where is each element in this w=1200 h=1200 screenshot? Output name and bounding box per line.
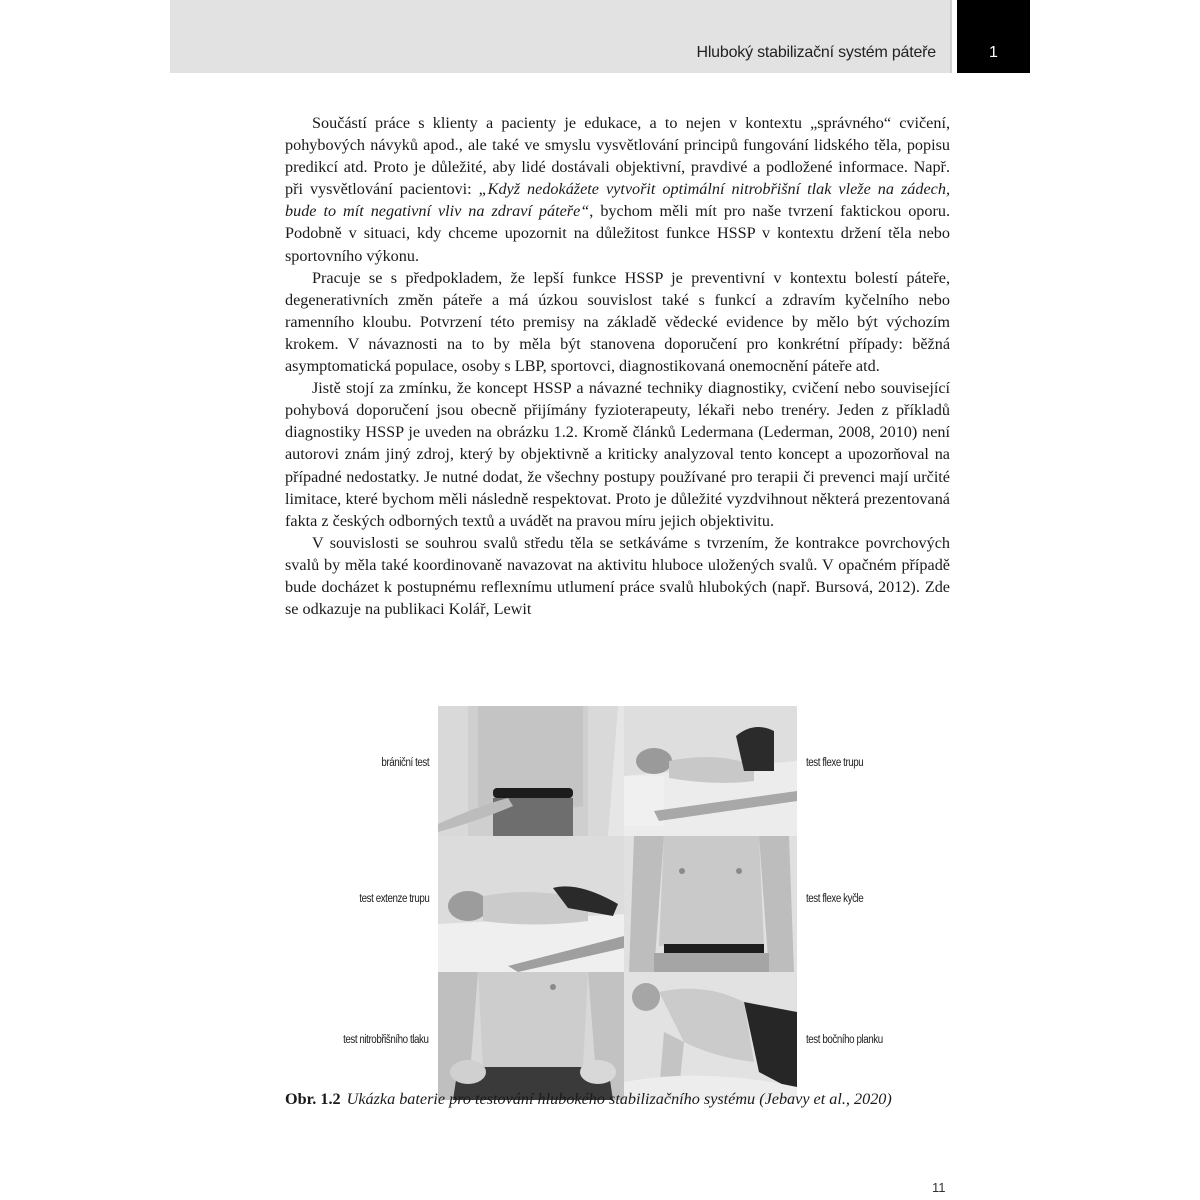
page-number: 11: [932, 1180, 946, 1195]
figure-photo-grid: [438, 706, 797, 1100]
figure-label-side-plank-test: test bočního planku: [806, 1034, 883, 1046]
paragraph: V souvislosti se souhrou svalů středu těla se setkáváme s tvrzením, že kontrakce povrchových svalů by měla také koordinovaně navazovat na aktivitu hluboce uložených svalů. V opačném případě bude docházet k postupnému reflexnímu utlumení práce svalů hlubokých (např. Bursová, 2012). Zde se odkazuje na publikaci Kolář, Lewit: [285, 533, 950, 619]
caption-label: Obr. 1.2: [285, 1090, 341, 1108]
italic-quote: „Když nedokážete vytvořit optimální nitrobřišní tlak vleže na zádech, bude to mít negativní vliv na zdraví páteře“: [285, 180, 950, 221]
paragraph-text: Součástí práce s klienty a pacienty je edukace, a to nejen v kontextu „správného“ cvičení, pohybových návyků apod., ale také ve smyslu vysvětlování principů fungování lidského těla, popisu predikcí atd. Proto je důležité, aby lidé dostávali objektivní, pravdivé a podložené informace. Např. při vysvětlování pacientovi:: [285, 114, 950, 199]
figure-label-diaphragm-test: brániční test: [381, 757, 429, 769]
running-header: [170, 0, 952, 73]
figure-label-intra-abdominal-pressure-test: test nitrobřišního tlaku: [343, 1034, 429, 1046]
photo-side-plank-test: [624, 972, 797, 1100]
photo-trunk-extension-test: [438, 836, 624, 972]
caption-text: Ukázka baterie pro testování hlubokého stabilizačního systému (Jebavy et al., 2020): [346, 1090, 892, 1108]
photo-trunk-flexion-test: [624, 706, 797, 836]
paragraph: Pracuje se s předpokladem, že lepší funkce HSSP je preventivní v kontextu bolestí páteře, degenerativních změn páteře a má úzkou souvislost také s funkcí a zdravím kyčelního nebo ramenního kloubu. Potvrzení této premisy na základě vědecké evidence by mělo být výchozím krokem. V návaznosti na to by měla být stanovena doporučení pro konkrétní případy: běžná asymptomatická populace, osoby s LBP, sportovci, diagnostikovaná onemocnění páteře atd.: [285, 268, 950, 376]
paragraph: [285, 112, 950, 267]
body-text: [285, 112, 950, 620]
paragraph: Jistě stojí za zmínku, že koncept HSSP a návazné techniky diagnostiky, cvičení nebo související pohybová doporučení jsou obecně přijímány fyzioterapeuty, lékaři nebo trenéry. Jeden z příkladů diagnostiky HSSP je uveden na obrázku 1.2. Kromě článků Ledermana (Lederman, 2008, 2010) není autorovi znám jiný zdroj, který by objektivně a kriticky analyzoval tento koncept a upozorňoval na případné nedostatky. Je nutné dodat, že všechny postupy používané pro terapii či prevenci mají určité limitace, které bychom měli následně respektovat. Proto je důležité vyzdvihnout některá prezentovaná fakta z českých odborných textů a uvádět na pravou míru jejich objektivitu.: [285, 379, 950, 530]
figure-label-trunk-extension-test: test extenze trupu: [358, 893, 429, 905]
figure-caption: [285, 1088, 950, 1110]
paragraph-text: , bychom měli mít pro naše tvrzení faktickou oporu. Podobně v situaci, kdy chceme upozornit na důležitost funkce HSSP v kontextu držení těla nebo sportovního výkonu.: [285, 202, 951, 265]
photo-hip-flexion-test: [624, 836, 797, 972]
figure-label-trunk-flexion-test: test flexe trupu: [806, 757, 864, 769]
figure-label-hip-flexion-test: test flexe kyčle: [806, 893, 864, 905]
photo-diaphragm-test: [438, 706, 624, 836]
running-title: Hluboký stabilizační systém páteře: [696, 44, 936, 61]
photo-intra-abdominal-pressure-test: [438, 972, 624, 1100]
chapter-tab: [957, 0, 1030, 73]
chapter-number: 1: [989, 44, 998, 61]
